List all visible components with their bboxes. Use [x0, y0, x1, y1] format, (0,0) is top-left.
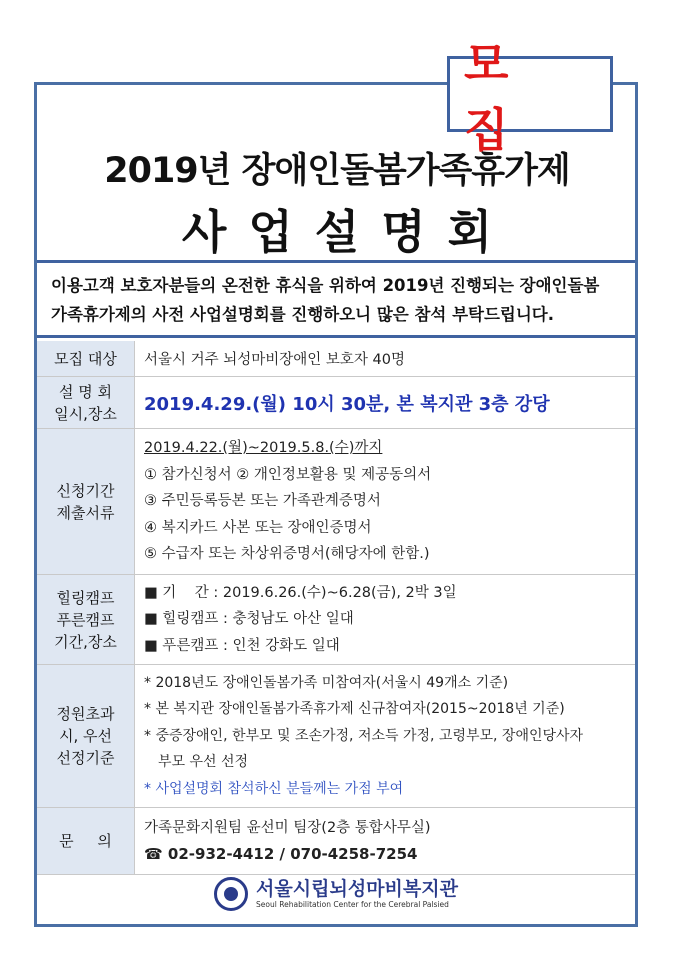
org-name: 서울시립뇌성마비복지관 — [256, 878, 458, 900]
doc-item: ③ 주민등록등본 또는 가족관계증명서 — [144, 493, 381, 510]
value-target: 서울시 거주 뇌성마비장애인 보호자 40명 — [135, 341, 636, 377]
value-criteria — [135, 665, 636, 808]
criteria-item: * 본 복지관 장애인돌봄가족휴가제 신규참여자(2015~2018년 기준) — [144, 701, 565, 718]
recruit-badge-text: 모 집 — [464, 37, 523, 157]
label-criteria: 정원초과 시, 우선 선정기준 — [37, 665, 135, 808]
footer-logo-area — [37, 865, 635, 923]
criteria-item: * 사업설명회 참석하신 분들께는 가점 부여 — [144, 780, 404, 797]
label-contact: 문 의 — [37, 808, 135, 875]
intro-line: 가족휴가제의 사전 사업설명회를 진행하오니 많은 참석 부탁드립니다. — [51, 305, 554, 324]
org-name-en: Seoul Rehabilitation Center for the Cerebral Palsied — [256, 900, 449, 909]
row-camp — [37, 575, 635, 665]
doc-item: ④ 복지카드 사본 또는 장애인증명서 — [144, 519, 372, 536]
info-table — [37, 341, 635, 875]
org-logo-icon — [214, 877, 248, 911]
row-schedule — [37, 377, 635, 429]
label-application: 신청기간 제출서류 — [37, 429, 135, 575]
doc-item: ⑤ 수급자 또는 차상위증명서(해당자에 한함.) — [144, 546, 430, 563]
doc-item: ① 참가신청서 ② 개인정보활용 및 제공동의서 — [144, 466, 432, 483]
label-target: 모집 대상 — [37, 341, 135, 377]
camp-item: ■ 힐링캠프 : 충청남도 아산 일대 — [144, 611, 354, 628]
application-period: 2019.4.22.(월)~2019.5.8.(수)까지 — [144, 440, 383, 457]
label-schedule: 설 명 회 일시,장소 — [37, 377, 135, 429]
criteria-item: * 2018년도 장애인돌봄가족 미참여자(서울시 49개소 기준) — [144, 674, 509, 691]
contact-team: 가족문화지원팀 윤선미 팀장(2층 통합사무실) — [144, 819, 431, 836]
criteria-item: * 중증장애인, 한부모 및 조손가정, 저소득 가정, 고령부모, 장애인당사자 — [144, 727, 584, 744]
value-application — [135, 429, 636, 575]
label-camp: 힐링캠프 푸른캠프 기간,장소 — [37, 575, 135, 665]
criteria-item: 부모 우선 선정 — [158, 754, 249, 771]
value-camp — [135, 575, 636, 665]
poster-subtitle: 사업설명회 — [181, 205, 515, 259]
intro-text — [37, 260, 635, 338]
intro-line: 이용고객 보호자분들의 온전한 휴식을 위하여 2019년 진행되는 장애인돌봄 — [51, 276, 600, 295]
row-application — [37, 429, 635, 575]
row-target — [37, 341, 635, 377]
row-criteria — [37, 665, 635, 808]
camp-item: ■ 기 간 : 2019.6.26.(수)~6.28(금), 2박 3일 — [144, 584, 457, 601]
poster-title: 2019년 장애인돌봄가족휴가제 — [104, 151, 570, 191]
contact-phone: ☎ 02-932-4412 / 070-4258-7254 — [144, 845, 418, 863]
camp-item: ■ 푸른캠프 : 인천 강화도 일대 — [144, 637, 340, 654]
value-schedule: 2019.4.29.(월) 10시 30분, 본 복지관 3층 강당 — [135, 377, 636, 429]
recruit-badge — [447, 37, 613, 157]
